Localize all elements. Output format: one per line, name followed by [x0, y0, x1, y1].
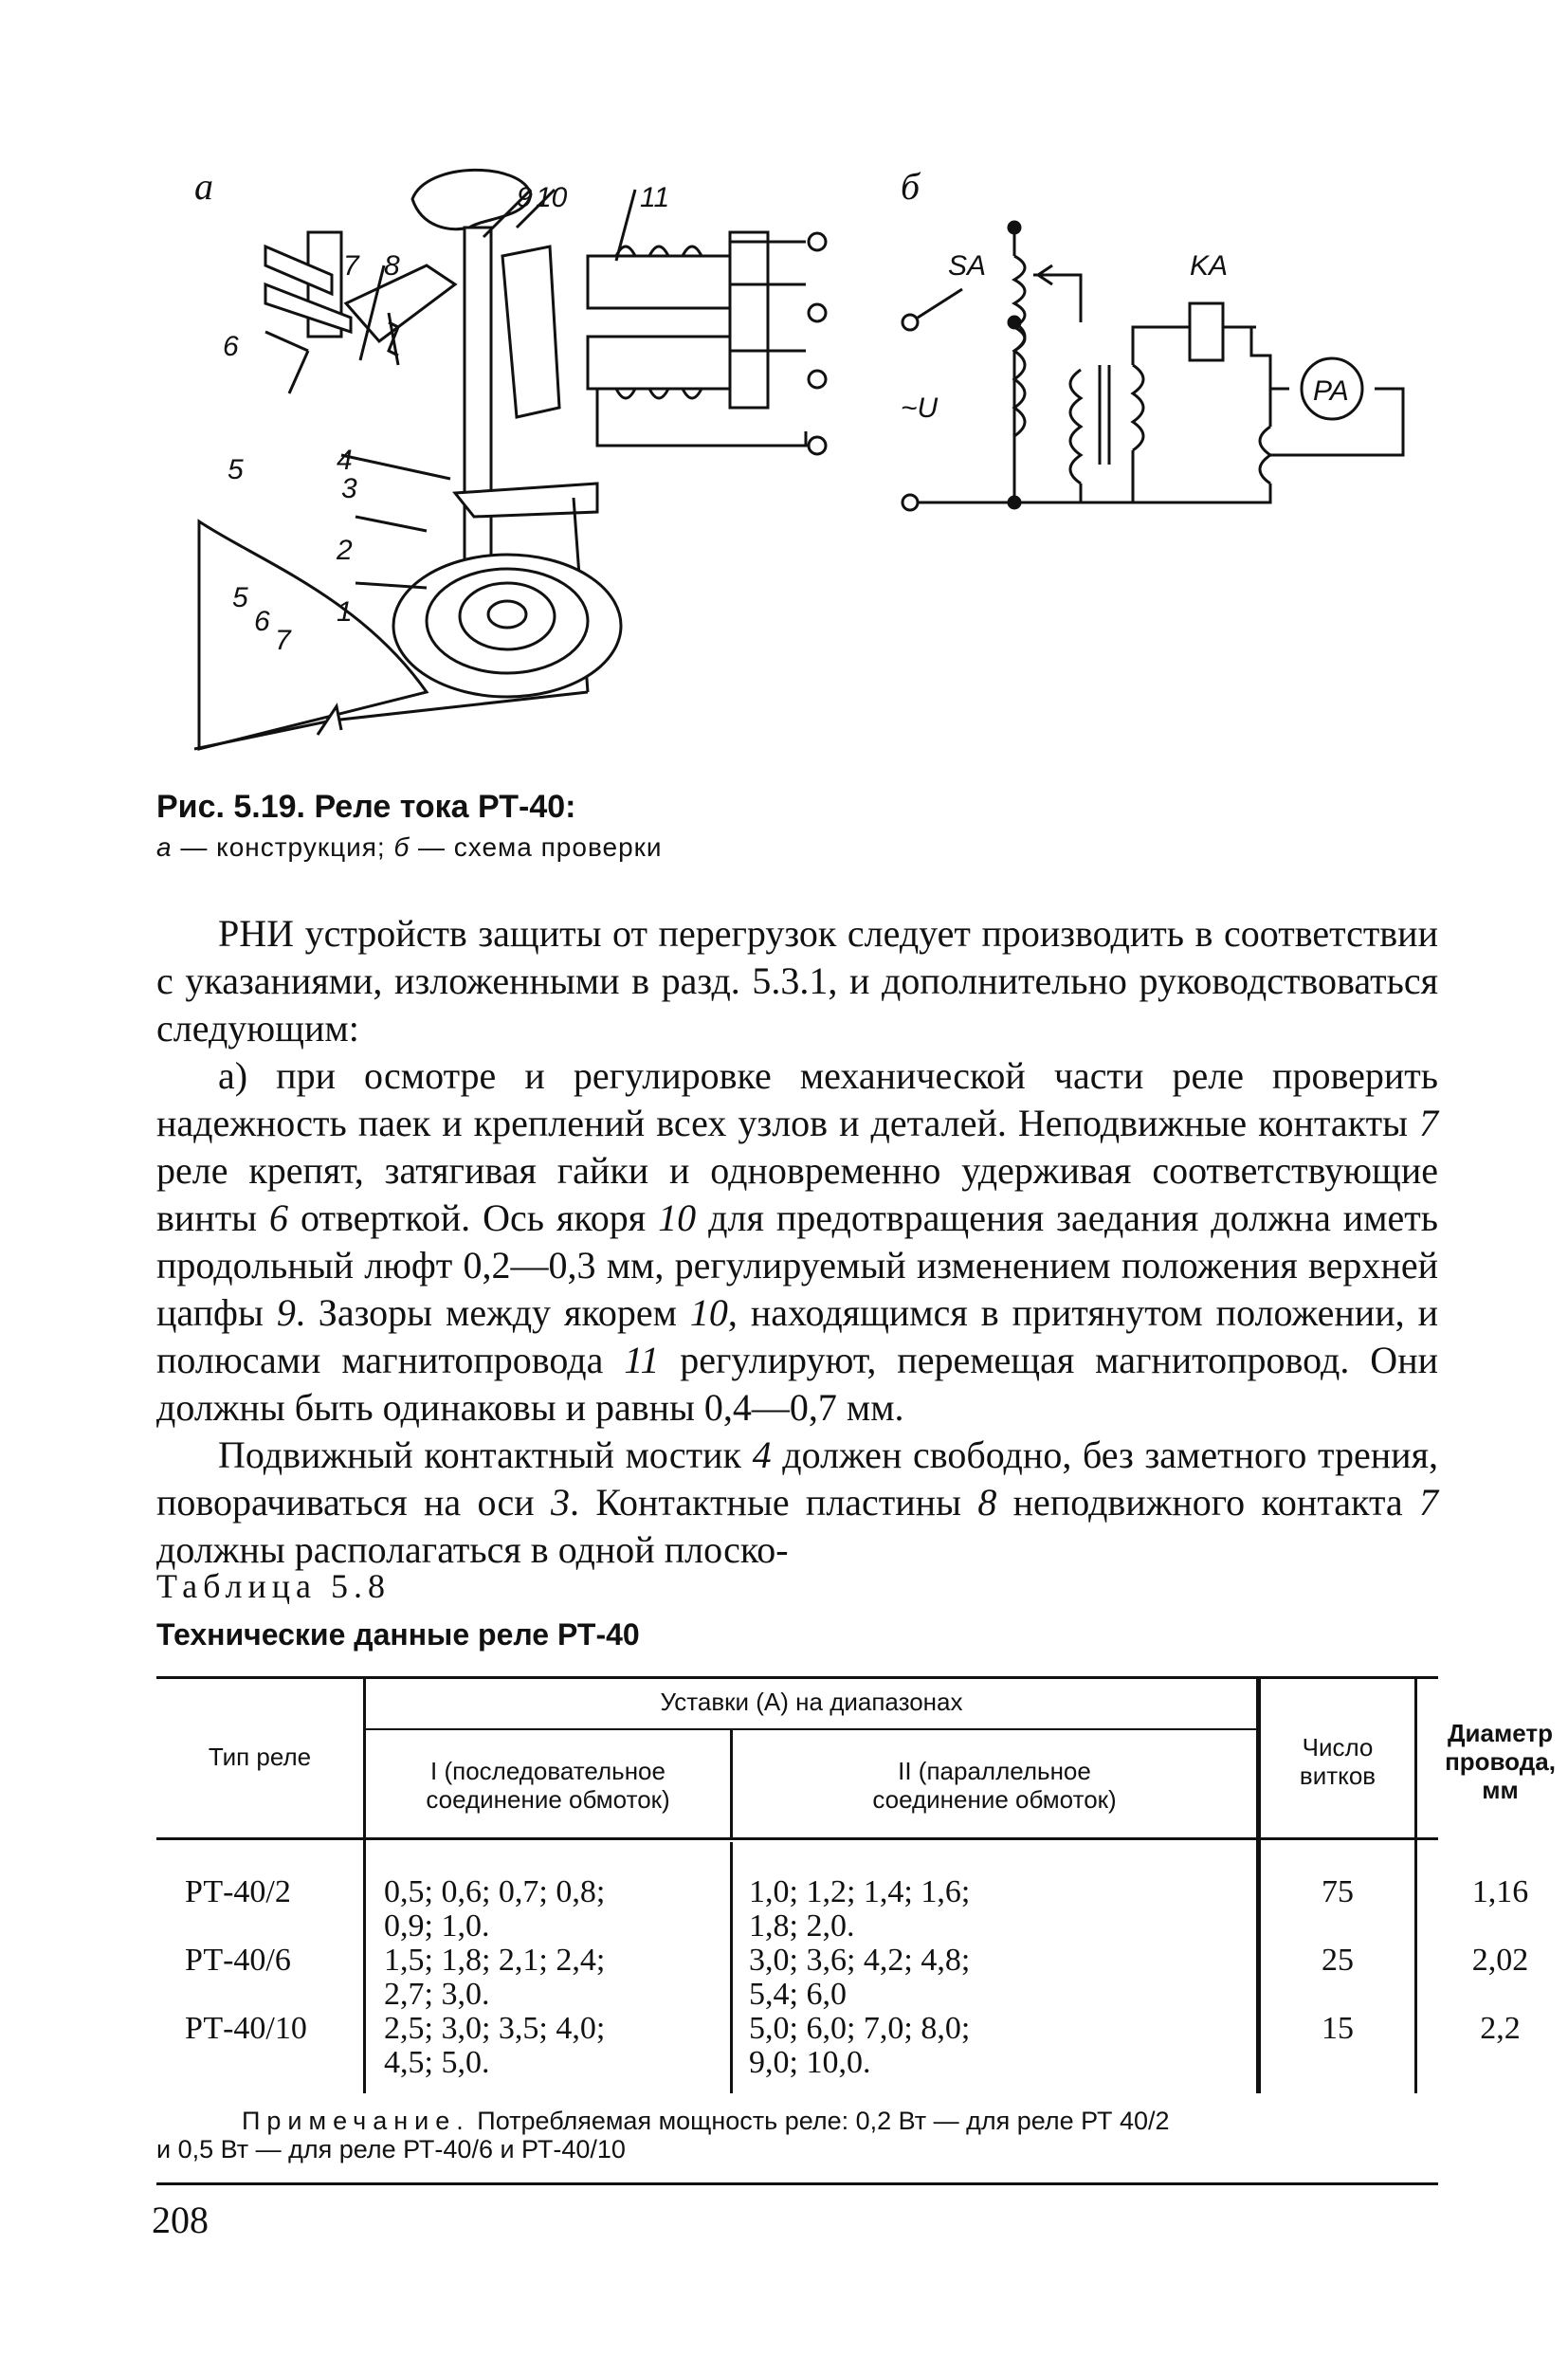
svg-text:4: 4 [337, 445, 353, 476]
specs-table [156, 1676, 1556, 2093]
paragraph-3: Подвижный контактный мостик 4 должен свободно, без заметного трения, поворачиваться на оси 3. Контактные пластины 8 неподвижного контакта 7 должны располагаться в одной плоско- [156, 1433, 1439, 1571]
panel-b-label: б [901, 165, 921, 208]
svg-text:10: 10 [536, 182, 568, 213]
svg-text:5: 5 [228, 454, 244, 485]
svg-text:9: 9 [517, 182, 533, 213]
svg-text:KA: KA [1190, 250, 1229, 282]
figure-caption-subtitle: а — конструкция; б — схема проверки [156, 832, 663, 862]
table-row-3-range2: 5,0; 6,0; 7,0; 8,0; 9,0; 10,0. [749, 2011, 971, 2080]
figure-caption-title: Рис. 5.19. Реле тока РТ-40: [156, 789, 576, 825]
table-row-3-range1: 2,5; 3,0; 3,5; 4,0; 4,5; 5,0. [384, 2011, 606, 2080]
figure-5-19 [142, 161, 1441, 787]
header-range-2: II (параллельное соединение обмоток) [872, 1757, 1117, 1814]
note-label: Примечание. [242, 2107, 470, 2135]
header-settings: Уставки (А) на диапазонах [660, 1688, 963, 1716]
svg-text:3: 3 [341, 473, 357, 504]
adjust-knob [412, 170, 531, 228]
svg-text:~U: ~U [901, 392, 939, 424]
svg-text:8: 8 [384, 250, 400, 282]
svg-text:6: 6 [254, 606, 270, 637]
svg-text:2: 2 [337, 535, 353, 566]
table-row-3-type: РТ-40/10 [185, 2011, 307, 2046]
panel-a-label: а [194, 165, 213, 208]
svg-text:PA: PA [1313, 375, 1349, 407]
page-number: 208 [152, 2199, 209, 2241]
header-turns: Число витков [1299, 1733, 1377, 1790]
contacts [265, 232, 455, 356]
svg-text:5: 5 [232, 582, 248, 613]
table-row-2-range1: 1,5; 1,8; 2,1; 2,4; 2,7; 3,0. [384, 1943, 606, 2012]
svg-text:11: 11 [640, 182, 670, 213]
table-row-3-turns: 15 [1322, 2011, 1354, 2046]
svg-text:SA: SA [948, 250, 987, 282]
table-row-1-wire: 1,16 [1471, 1874, 1529, 1909]
svg-text:7: 7 [343, 250, 359, 282]
table-row-3-wire: 2,2 [1480, 2011, 1521, 2046]
table-row-2-type: РТ-40/6 [185, 1943, 291, 1978]
svg-text:6: 6 [223, 331, 239, 362]
svg-text:1: 1 [337, 596, 353, 628]
table-title: Технические данные реле РТ-40 [156, 1617, 640, 1652]
table-row-1-turns: 75 [1322, 1874, 1354, 1909]
page-rule [156, 2182, 1438, 2185]
table-note: Примечание. Потребляемая мощность реле: 0,2 Вт — для реле РТ 40/2 и 0,5 Вт — для реле РТ-40/6 и РТ-40/10 [156, 2107, 1170, 2163]
magnetic-core [588, 232, 768, 408]
table-row-2-range2: 3,0; 3,6; 4,2; 4,8; 5,4; 6,0 [749, 1943, 971, 2012]
paragraph-2: а) при осмотре и регулировке механической части реле проверить надежность паек и креплений всех узлов и деталей. Неподвижные контакты 7 реле крепят, затягивая гайки и одновременно удерживая соответствующие винты 6 отверткой. Ось якоря 10 для предотвращения заедания должна иметь продольный люфт 0,2—0,3 мм, регулируемый изменением положения верхней цапфы 9. Зазоры между якорем 10, находящимся в притянутом положении, и полюсами магнитопровода 11 регулируют, перемещая магнитопровод. Они должны быть одинаковы и равны 0,4—0,7 мм. [156, 1054, 1439, 1429]
table-row-2-wire: 2,02 [1471, 1943, 1529, 1978]
paragraph-1: РНИ устройств защиты от перегрузок следует производить в соответствии с указаниями, изложенными в разд. 5.3.1, и дополнительно руководствоваться следующим: [156, 912, 1438, 1050]
header-type: Тип реле [208, 1743, 312, 1771]
table-row-1-range1: 0,5; 0,6; 0,7; 0,8; 0,9; 1,0. [384, 1874, 606, 1944]
table-row-2-turns: 25 [1322, 1943, 1354, 1978]
table-label: Таблица 5.8 [156, 1567, 391, 1605]
svg-text:7: 7 [275, 625, 291, 656]
body-text [156, 910, 1438, 1574]
table-row-1-type: РТ-40/2 [185, 1874, 291, 1909]
header-wire: Диаметр провода, мм [1445, 1719, 1556, 1804]
spiral-spring [393, 555, 621, 697]
panel-b-labels [901, 250, 1349, 424]
armature [502, 246, 559, 417]
table-row-1-range2: 1,0; 1,2; 1,4; 1,6; 1,8; 2,0. [749, 1874, 971, 1944]
header-range-1: I (последовательное соединение обмоток) [426, 1757, 670, 1814]
